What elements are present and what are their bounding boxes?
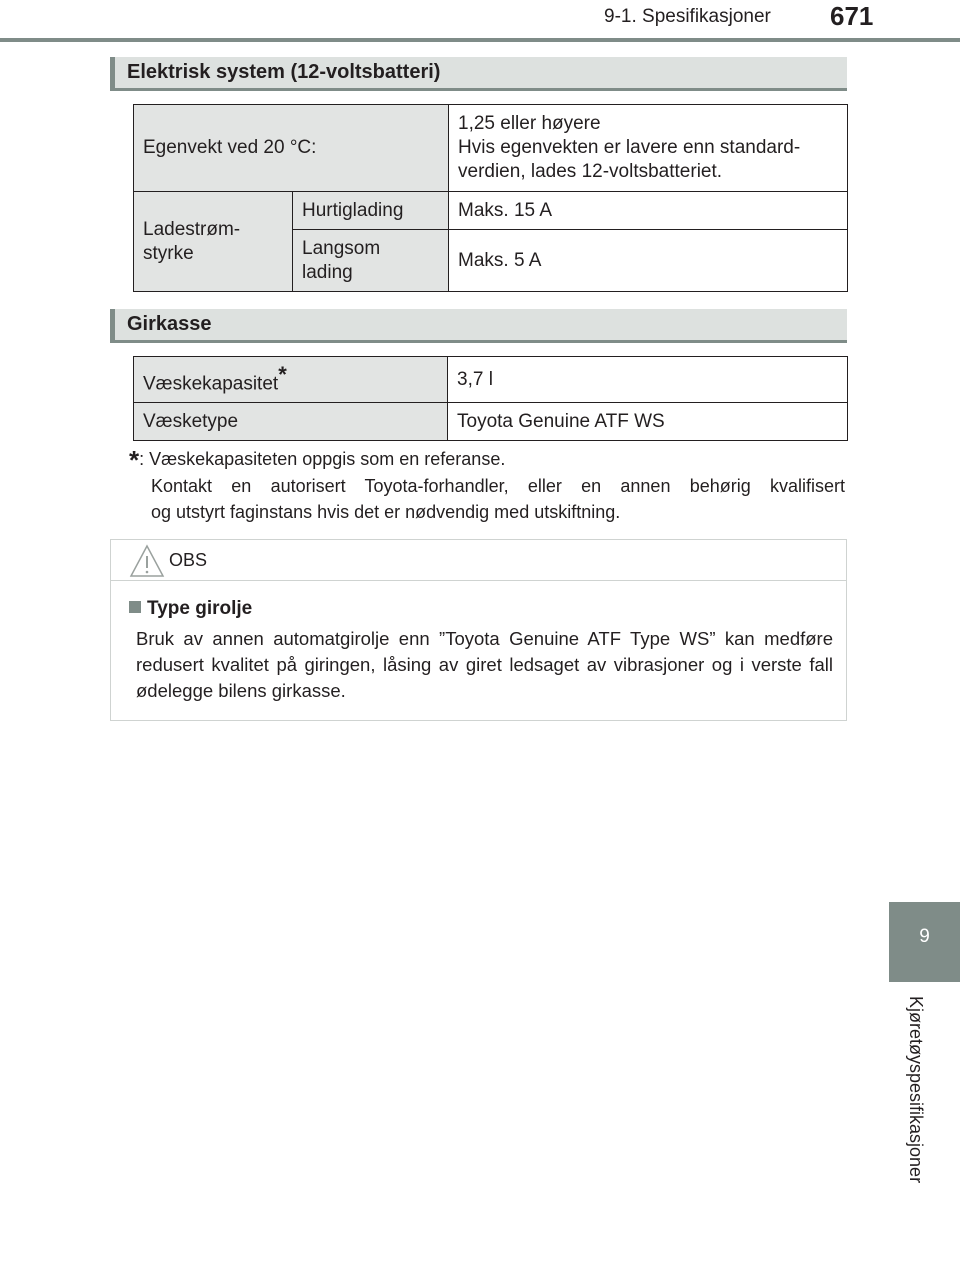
fluid-type-label: Væsketype: [134, 403, 448, 441]
gravity-value-line: verdien, lades 12-voltsbatteriet.: [458, 161, 723, 182]
bullet-square-icon: [129, 601, 141, 613]
fluid-type-value: Toyota Genuine ATF WS: [448, 403, 848, 441]
charge-label: [134, 192, 293, 292]
footnote-line: og utstyrt faginstans hvis det er nødvendig med utskiftning.: [151, 502, 621, 522]
section-bar-electrical: [110, 57, 847, 91]
gravity-value-line: Hvis egenvekten er lavere enn standard-: [458, 137, 801, 158]
notice-text: Bruk av annen automatgirolje enn ”Toyota Genuine ATF Type WS” kan medføre redusert kvalitet på giringen, låsing av giret ledsaget av vibrasjoner og i verste fall ødelegge bilens girkasse.: [136, 628, 833, 701]
table-row: [134, 105, 848, 192]
chapter-tab: [889, 902, 960, 982]
slow-charge-label: [293, 230, 449, 292]
section-title-gearbox: Girkasse: [127, 313, 212, 335]
table-row: [134, 357, 848, 403]
slow-charge-value: Maks. 5 A: [449, 230, 848, 292]
notice-box: [110, 539, 847, 721]
footnote-line: Kontakt en autorisert Toyota-forhandler, eller en annen behørig kvalifisert: [151, 476, 845, 496]
fast-charge-value: Maks. 15 A: [449, 192, 848, 230]
section-bar-gearbox: [110, 309, 847, 343]
capacity-label: [134, 357, 448, 403]
footnote: [129, 446, 845, 525]
notice-title: OBS: [169, 550, 208, 570]
footnote-mark: *: [129, 445, 140, 475]
capacity-mark: *: [278, 362, 287, 387]
header-rule: [0, 38, 960, 42]
fast-charge-label: Hurtiglading: [293, 192, 449, 230]
gravity-value: [449, 105, 848, 192]
charge-label-line: Ladestrøm-: [143, 218, 241, 240]
capacity-value: 3,7 l: [448, 357, 848, 403]
table-row: [134, 403, 848, 441]
warning-triangle-icon: [129, 544, 165, 578]
section-title-electrical: Elektrisk system (12-voltsbatteri): [127, 61, 441, 83]
notice-subtitle-text: Type girolje: [147, 598, 253, 619]
chapter-label: Kjøretøyspesifikasjoner: [906, 996, 926, 1184]
charge-label-line: styrke: [143, 242, 194, 264]
footnote-text: : Væskekapasiteten oppgis som en referanse.: [139, 449, 506, 469]
page-number: 671: [830, 1, 874, 31]
capacity-label-text: Væskekapasitet: [143, 373, 279, 395]
notice-subtitle: [129, 598, 252, 620]
electrical-table: [133, 104, 848, 292]
notice-header: [111, 540, 846, 581]
gravity-label: Egenvekt ved 20 °C:: [134, 105, 449, 192]
slow-label-line: Langsom: [302, 237, 381, 259]
slow-label-line: lading: [302, 261, 353, 283]
gearbox-table: [133, 356, 848, 441]
header-section-title: 9-1. Spesifikasjoner: [604, 6, 771, 27]
footnote-line: [129, 446, 845, 473]
gravity-value-line: 1,25 eller høyere: [458, 113, 601, 134]
chapter-number: 9: [919, 926, 930, 947]
table-row: [134, 192, 848, 230]
